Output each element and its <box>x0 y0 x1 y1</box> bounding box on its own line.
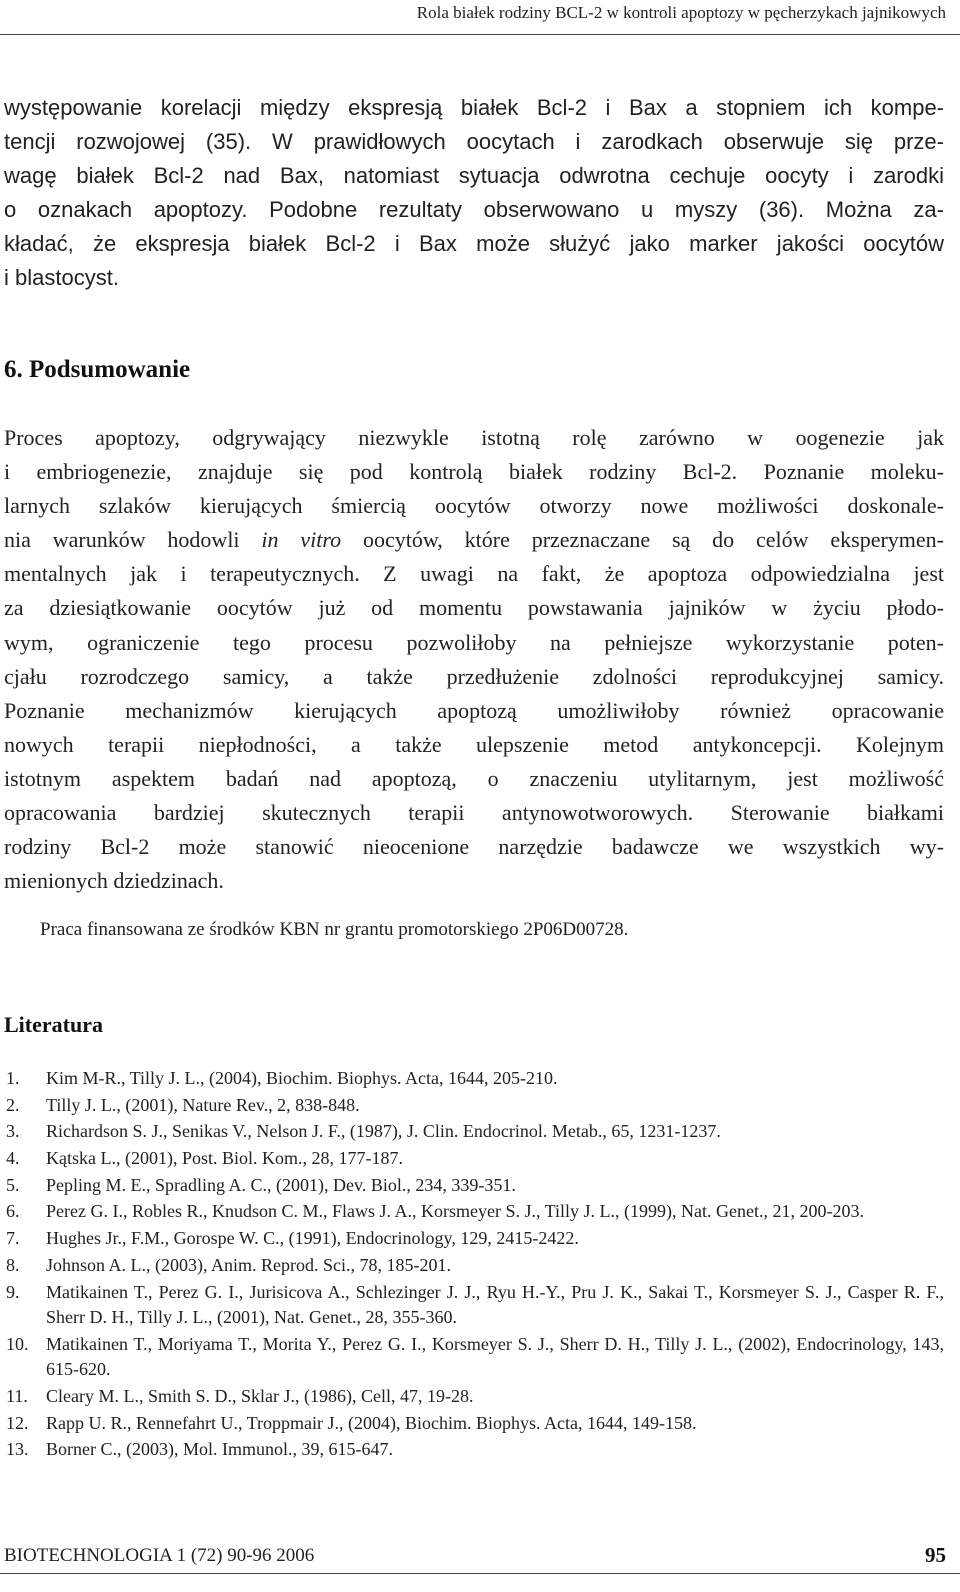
references-heading: Literatura <box>4 1012 103 1037</box>
paragraph-line: cjału rozrodczego samicy, a także przedłużenie zdolności reprodukcyjnej samicy. <box>4 663 944 689</box>
reference-number: 5. <box>6 1174 20 1195</box>
reference-text: Perez G. I., Robles R., Knudson C. M., Flaws J. A., Korsmeyer S. J., Tilly J. L., (1999), Nat. Genet., 21, 200-203. <box>46 1201 864 1222</box>
reference-number: 7. <box>6 1228 20 1249</box>
page-number: 95 <box>925 1543 946 1567</box>
running-header-title: Rola białek rodziny BCL-2 w kontroli apoptozy w pęcherzykach jajnikowych <box>416 3 946 22</box>
reference-number: 11. <box>6 1385 28 1406</box>
paragraph-line: wym, ograniczenie tego procesu pozwoliłoby na pełniejsze wykorzystanie poten- <box>4 629 944 655</box>
text-fragment: nia warunków hodowli <box>4 527 262 553</box>
reference-item <box>4 1411 944 1437</box>
reference-item <box>4 1146 944 1172</box>
reference-number: 6. <box>6 1201 20 1222</box>
paragraph-line: rodziny Bcl-2 może stanowić nieocenione narzędzie badawcze we wszystkich wy- <box>4 834 944 860</box>
reference-number: 9. <box>6 1281 20 1302</box>
reference-number: 4. <box>6 1148 20 1169</box>
reference-item <box>4 1199 944 1225</box>
reference-item <box>4 1119 944 1145</box>
reference-text: Borner C., (2003), Mol. Immunol., 39, 615-647. <box>46 1439 393 1460</box>
running-header <box>0 0 960 35</box>
paragraph-line: opracowania bardziej skutecznych terapii antynowotworowych. Sterowanie białkami <box>4 800 944 826</box>
paragraph-line: mentalnych jak i terapeutycznych. Z uwagi na fakt, że apoptoza odpowiedzialna jest <box>4 561 944 587</box>
paragraph-line: nowych terapii niepłodności, a także ulepszenie metod antykoncepcji. Kolejnym <box>4 731 944 757</box>
paragraph-line: larnych szlaków kierujących śmiercią oocytów otworzy nowe możliwości doskonale- <box>4 493 944 519</box>
reference-number: 8. <box>6 1254 20 1275</box>
paragraph-line: o oznakach apoptozy. Podobne rezultaty obserwowano u myszy (36). Można za- <box>4 197 944 223</box>
paragraph-line: i embriogenezie, znajduje się pod kontrolą białek rodziny Bcl-2. Poznanie moleku- <box>4 459 944 485</box>
section-heading: 6. Podsumowanie <box>4 356 191 383</box>
footer-rule <box>0 1573 960 1574</box>
paragraph-line: Poznanie mechanizmów kierujących apoptozą umożliwiłoby również opracowanie <box>4 697 944 723</box>
reference-item <box>4 1173 944 1199</box>
reference-item <box>4 1066 944 1092</box>
reference-text: Hughes Jr., F.M., Gorospe W. C., (1991), Endocrinology, 129, 2415-2422. <box>46 1228 579 1249</box>
reference-text: Richardson S. J., Senikas V., Nelson J. F., (1987), J. Clin. Endocrinol. Metab., 65, 1231-1237. <box>46 1121 721 1142</box>
summary-paragraph <box>4 421 944 898</box>
paragraph-line: Proces apoptozy, odgrywający niezwykle istotną rolę zarówno w oogenezie jak <box>4 425 944 450</box>
paragraph-line: istotnym aspektem badań nad apoptozą, o znaczeniu utylitarnym, jest możliwość <box>4 765 944 791</box>
reference-item <box>4 1093 944 1119</box>
paragraph-line: i blastocyst. <box>4 265 119 291</box>
paragraph-line: tencji rozwojowej (35). W prawidłowych oocytach i zarodkach obserwuje się prze- <box>4 129 944 155</box>
paragraph-line: występowanie korelacji między ekspresją białek Bcl-2 i Bax a stopniem ich kompe- <box>4 95 944 120</box>
reference-text: Johnson A. L., (2003), Anim. Reprod. Sci., 78, 185-201. <box>46 1254 451 1275</box>
reference-item <box>4 1253 944 1279</box>
references-list <box>4 1066 944 1464</box>
paragraph-line: kładać, że ekspresja białek Bcl-2 i Bax może służyć jako marker jakości oocytów <box>4 231 944 257</box>
paragraph-line: za dziesiątkowanie oocytów już od momentu powstawania jajników w życiu płodo- <box>4 595 944 621</box>
footer-journal: BIOTECHNOLOGIA 1 (72) 90-96 2006 <box>4 1545 315 1566</box>
reference-number: 13. <box>6 1439 29 1460</box>
reference-text: Matikainen T., Moriyama T., Morita Y., Perez G. I., Korsmeyer S. J., Sherr D. H., Tilly J. L., (2002), Endocrinology, 143, 615-620. <box>46 1333 944 1380</box>
reference-item <box>4 1226 944 1252</box>
reference-item <box>4 1437 944 1463</box>
reference-item <box>4 1280 944 1331</box>
reference-item <box>4 1332 944 1383</box>
reference-number: 3. <box>6 1121 20 1142</box>
italic-term: in vitro <box>261 527 342 553</box>
paragraph-line: wagę białek Bcl-2 nad Bax, natomiast sytuacja odwrotna cechuje oocyty i zarodki <box>4 163 944 189</box>
reference-number: 12. <box>6 1412 29 1433</box>
reference-text: Kątska L., (2001), Post. Biol. Kom., 28, 177-187. <box>46 1148 403 1169</box>
paragraph-line-mixed <box>4 523 944 557</box>
text-fragment: oocytów, które przeznaczane są do celów eksperymen- <box>341 527 944 553</box>
reference-item <box>4 1384 944 1410</box>
paragraph-continuation <box>4 91 944 296</box>
header-rule <box>0 34 960 35</box>
reference-number: 10. <box>6 1333 29 1354</box>
paragraph-line: mienionych dziedzinach. <box>4 868 224 894</box>
reference-text: Tilly J. L., (2001), Nature Rev., 2, 838-848. <box>46 1094 360 1115</box>
reference-text: Cleary M. L., Smith S. D., Sklar J., (1986), Cell, 47, 19-28. <box>46 1385 474 1406</box>
reference-text: Matikainen T., Perez G. I., Jurisicova A., Schlezinger J. J., Ryu H.-Y., Pru J. K., Sakai T., Korsmeyer S. J., Casper R. F., Sherr D. H., Tilly J. L., (2001), Nat. Genet., 28, 355-360. <box>46 1281 944 1327</box>
reference-text: Pepling M. E., Spradling A. C., (2001), Dev. Biol., 234, 339-351. <box>46 1174 516 1195</box>
reference-number: 2. <box>6 1094 20 1115</box>
funding-note: Praca finansowana ze środków KBN nr grantu promotorskiego 2P06D00728. <box>40 919 629 940</box>
reference-number: 1. <box>6 1068 20 1088</box>
reference-text: Rapp U. R., Rennefahrt U., Troppmair J., (2004), Biochim. Biophys. Acta, 1644, 149-158. <box>46 1412 697 1433</box>
reference-text: Kim M-R., Tilly J. L., (2004), Biochim. Biophys. Acta, 1644, 205-210. <box>46 1068 558 1088</box>
